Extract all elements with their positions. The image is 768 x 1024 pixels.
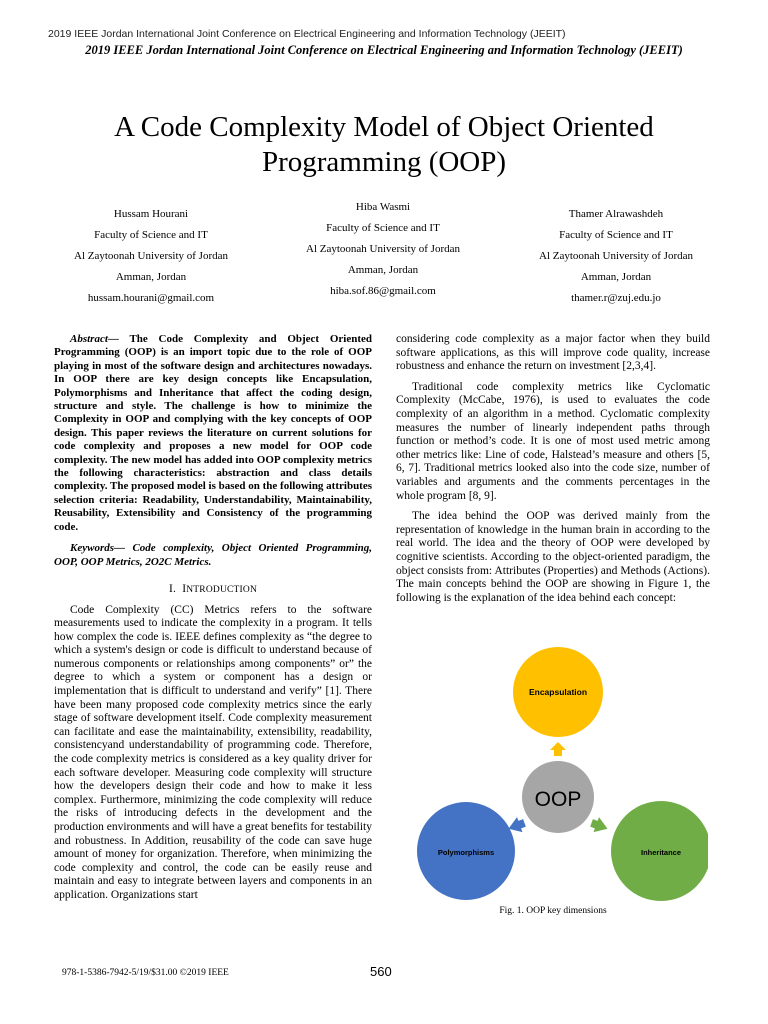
author-location: Amman, Jordan xyxy=(115,271,187,283)
section-numeral: I. xyxy=(168,582,177,595)
author-email: hussam.hourani@gmail.com xyxy=(87,292,215,304)
author-university: Al Zaytoonah University of Jordan xyxy=(539,250,693,262)
author-affiliation: Faculty of Science and IT xyxy=(326,222,440,234)
author-university: Al Zaytoonah University of Jordan xyxy=(74,250,228,262)
author-name: Hiba Wasmi xyxy=(355,201,411,213)
author-name: Hussam Hourani xyxy=(113,208,189,220)
author-block-3 xyxy=(505,204,727,309)
author-email: thamer.r@zuj.edu.jo xyxy=(571,292,661,304)
page-number: 560 xyxy=(370,964,392,979)
oop-diagram-svg xyxy=(408,646,708,906)
author-block-1 xyxy=(40,204,262,309)
oop-center-label: OOP xyxy=(534,788,582,811)
encapsulation-label: Encapsulation xyxy=(528,687,588,697)
author-location: Amman, Jordan xyxy=(347,264,419,276)
right-paragraph-1: considering code complexity as a major factor when they build software applications, as this will improve code quality, increase robustness and enhance the return on investment [2,3,4]. xyxy=(396,333,710,373)
right-column xyxy=(396,333,710,612)
author-location: Amman, Jordan xyxy=(580,271,652,283)
abstract-text: The Code Complexity and Object Oriented Programming (OOP) is an import topic due to the role of OOP playing in most of the software design and architectures nowadays. In OOP there are key design concepts like Encapsulation, Polymorphisms and Inheritance that affect the coding design, structure and style. The challenge is how to minimize the Complexity in OOP and complying with the key concepts of OOP design. This paper reviews the literature on current solutions for code complexity and proposes a new model for OOP code complexity. The new model has added into OOP complexity metrics the following characteristics: abstraction and class details complexity. The proposed model is based on the following attributes selection criteria: Readability, Understandability, Maintainability, Reusability, Extensibility and Consistency of the programming code. xyxy=(54,333,373,533)
conference-header-bold: 2019 IEEE Jordan International Joint Conference on Electrical Engineering and Information Technology (JEEIT) xyxy=(85,43,683,57)
right-paragraph-3: The idea behind the OOP was derived mainly from the representation of knowledge in the human brain in according to the real world. The idea and the theory of OOP were developed by cognitive scientists. According to the object-oriented paradigm, the object consists from: Attributes (Properties) and Methods (Actions). The main concepts behind the OOP are showing in Figure 1, the following is the explanation of the idea behind each concept: xyxy=(396,510,710,604)
intro-paragraph-1: Code Complexity (CC) Metrics refers to the software measurements used to indicate the complexity in a program. It tells how complex the code is. IEEE defines complexity as “the degree to which a system's design or code is difficult to understand because of numerous components or relationships among components” or” the degree to which a system or component has a design or implementation that is difficult to understand and verify” [1]. There have been many proposed code complexity metrics since the early stage of software development itself. Code complexity measurement can facilitate and ease the maintainability, extensibility, readability, consistencyand understandability of programming code. Therefore, the code complexity metrics is considered as a key quality driver for each software developer. Measuring code complexity will structure how the developers design their code and how to make it less complex. Furthermore, minimizing the code complexity will reduce the risks of introducing defects in the development and the production environments and will have a great benefits for testability and robustness. In Addition, reusability of the code can save huge amount of money for organization. Therefore, when minimizing the code complexity and control, the code can be easily reuse and maintain and easy to integrate between layers and components in an application. Organizations start xyxy=(54,603,372,901)
author-block-2 xyxy=(272,197,494,302)
arrow-right-icon xyxy=(589,815,610,836)
section-title-first: I xyxy=(182,582,187,595)
paper-title: A Code Complexity Model of Object Oriented Programming (OOP) xyxy=(114,111,654,178)
keywords-text: Code complexity, Object Oriented Programming, OOP, OOP Metrics, 2O2C Metrics. xyxy=(54,542,372,568)
section-heading-introduction xyxy=(54,583,372,598)
left-column xyxy=(54,333,372,910)
right-paragraph-2: Traditional code complexity metrics like Cyclomatic Complexity (McCabe, 1976), is used to evaluates the code complexity of an algorithm in a method. Cyclomatic complexity measures the number of linearly independent paths through function or method’s code. It is one of most used metric among other metrics like: Line of code, Halstead’s measure and others [5, 6, 7]. Traditional metrics looked also into the code size, number of variables and arguments and the comments percentages in the whole program [8, 9]. xyxy=(396,380,710,502)
section-title-rest: NTRODUCTION xyxy=(186,584,258,595)
keywords xyxy=(54,542,372,569)
keywords-label: Keywords— xyxy=(70,542,125,555)
oop-diagram xyxy=(408,646,708,906)
conference-header-plain: 2019 IEEE Jordan International Joint Conference on Electrical Engineering and Information Technology (JEEIT) xyxy=(48,28,566,40)
figure-caption: Fig. 1. OOP key dimensions xyxy=(499,906,607,916)
abstract-label: Abstract— xyxy=(70,333,119,345)
inheritance-label: Inheritance xyxy=(640,848,682,857)
footer-isbn: 978-1-5386-7942-5/19/$31.00 ©2019 IEEE xyxy=(62,968,229,978)
author-affiliation: Faculty of Science and IT xyxy=(94,229,208,241)
polymorphisms-label: Polymorphisms xyxy=(437,848,495,857)
arrow-up-icon xyxy=(550,742,566,756)
abstract xyxy=(54,333,372,534)
author-name: Thamer Alrawashdeh xyxy=(568,208,664,220)
author-email: hiba.sof.86@gmail.com xyxy=(330,285,436,297)
author-university: Al Zaytoonah University of Jordan xyxy=(306,243,460,255)
author-affiliation: Faculty of Science and IT xyxy=(559,229,673,241)
